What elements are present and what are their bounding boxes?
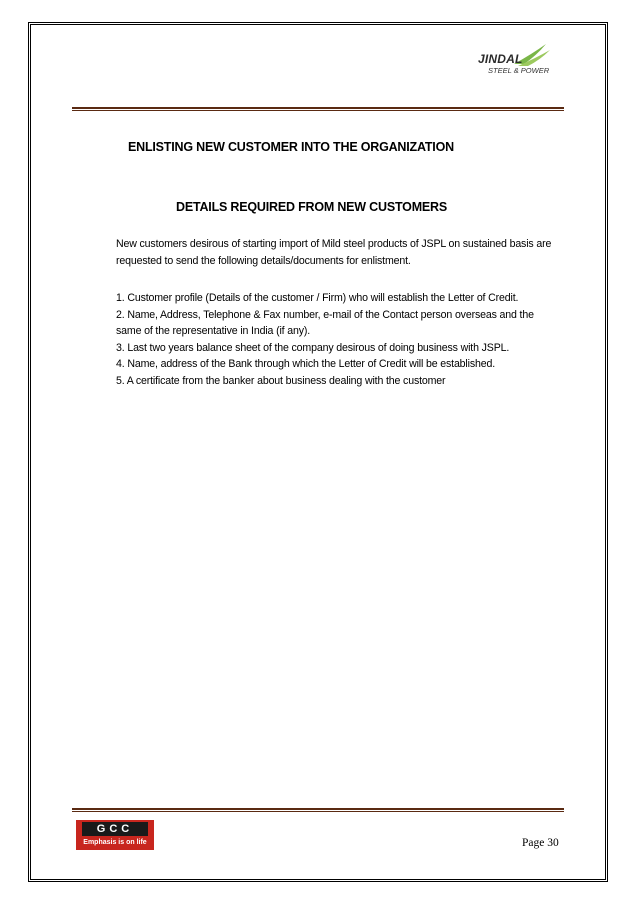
requirements-list	[116, 290, 556, 389]
jindal-logo	[474, 40, 574, 80]
footer-rule-thin	[72, 811, 564, 812]
page-title: ENLISTING NEW CUSTOMER INTO THE ORGANIZATION	[128, 140, 454, 154]
jindal-logo-brand: JINDAL	[478, 52, 523, 66]
gcc-logo-slogan: Emphasis is on life	[83, 839, 147, 846]
list-item: 5. A certificate from the banker about business dealing with the customer	[116, 374, 446, 387]
list-item: 2. Name, Address, Telephone & Fax number, e-mail of the Contact person overseas and the same of the representative in India (if any).	[116, 308, 534, 337]
gcc-logo-letters: GCC	[82, 822, 148, 836]
list-item: 3. Last two years balance sheet of the company desirous of doing business with JSPL.	[116, 341, 510, 354]
intro-paragraph: New customers desirous of starting import of Mild steel products of JSPL on sustained basis are requested to send the following details/documents for enlistment.	[116, 238, 552, 267]
list-item: 4. Name, address of the Bank through which the Letter of Credit will be established.	[116, 358, 495, 370]
gcc-logo	[76, 820, 154, 850]
list-item: 1. Customer profile (Details of the customer / Firm) who will establish the Letter of Credit.	[116, 292, 519, 304]
jindal-logo-tagline: STEEL & POWER	[488, 66, 550, 75]
header-rule-thin	[72, 110, 564, 111]
page-number: Page 30	[522, 837, 559, 849]
footer-rule	[72, 808, 564, 810]
section-subtitle: DETAILS REQUIRED FROM NEW CUSTOMERS	[176, 200, 448, 214]
header-rule	[72, 107, 564, 109]
